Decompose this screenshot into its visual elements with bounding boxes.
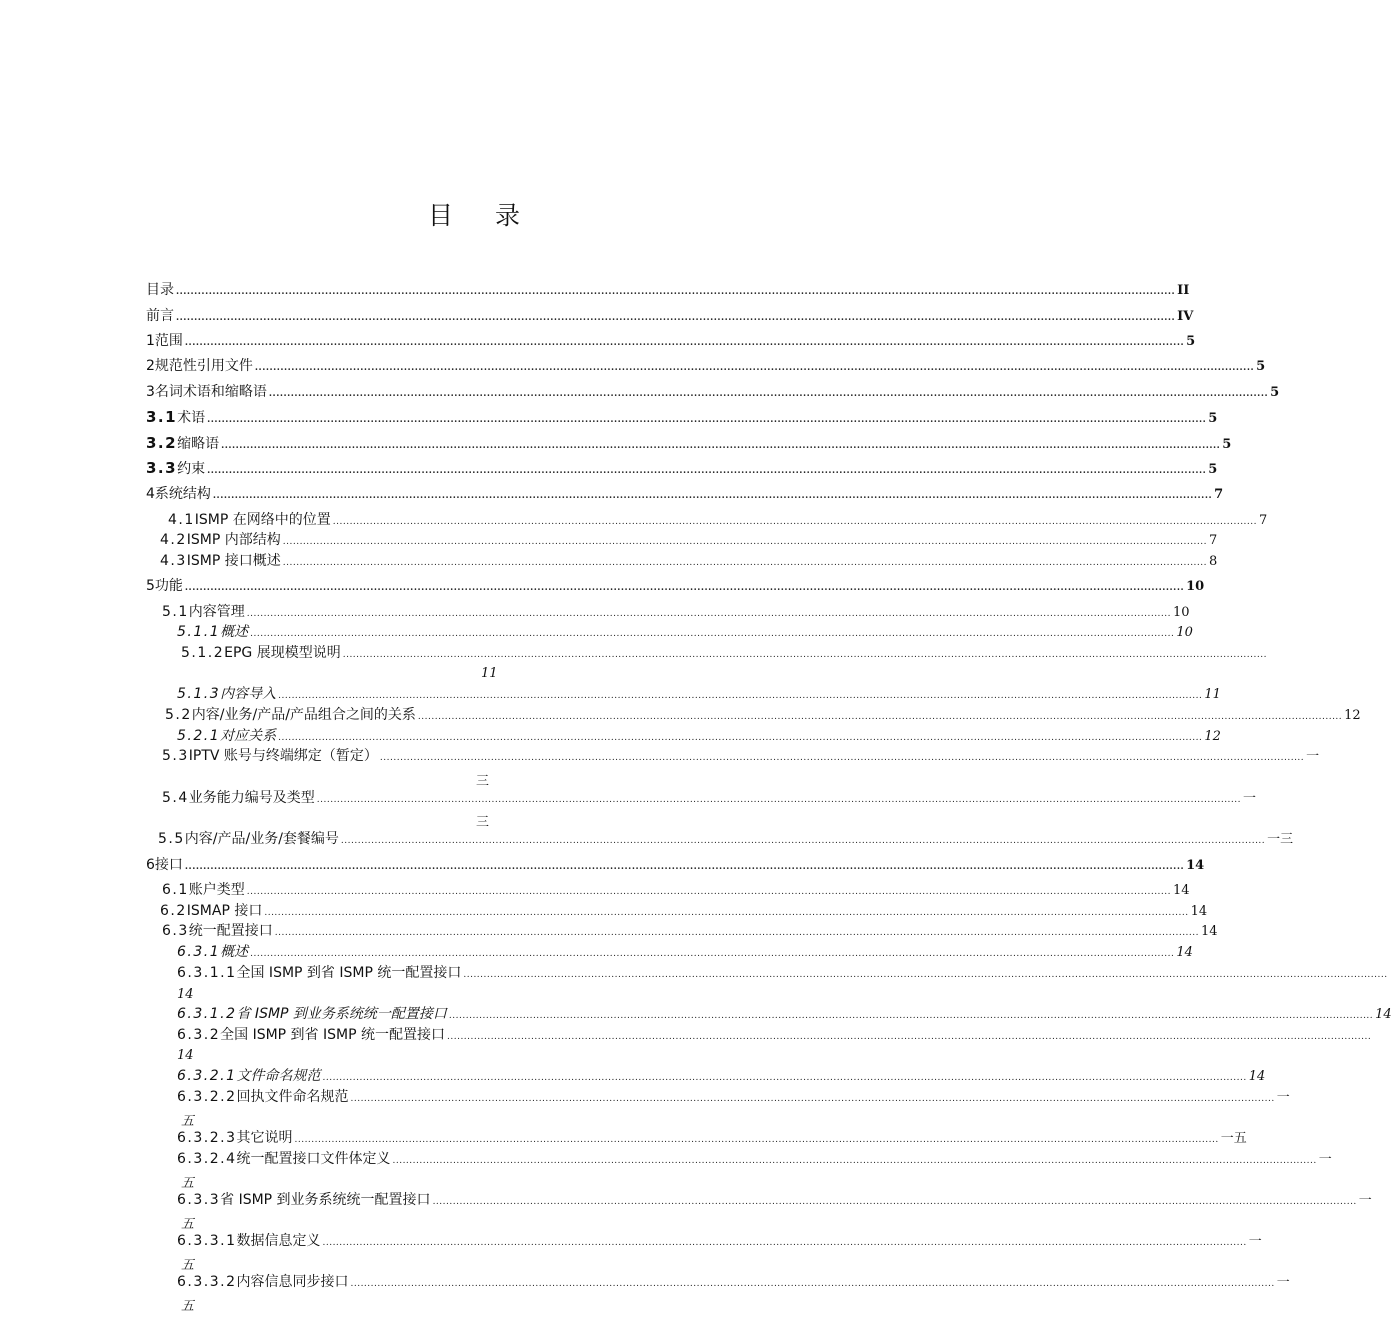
toc-entry[interactable]: [177, 1006, 1392, 1024]
toc-leader-dots: ...................................................................................................................................................................................................................................................................................: [207, 466, 1207, 476]
toc-entry[interactable]: [177, 965, 1388, 983]
toc-entry[interactable]: [146, 459, 1218, 479]
toc-entry-title: 统一配置接口: [188, 923, 273, 939]
toc-page-number: 8: [1209, 554, 1218, 569]
toc-page-number-tail: 三: [476, 774, 490, 789]
toc-leader-dots: ...................................................................................................................................................................................................................................................................................: [278, 733, 1203, 743]
toc-page-number: 5: [1256, 359, 1266, 374]
toc-entry-number: 5: [146, 578, 155, 594]
toc-entry-number: 6.1: [162, 882, 189, 898]
toc-entry-title: 其它说明: [236, 1130, 293, 1146]
toc-entry-number: 6.3.3.1: [177, 1233, 237, 1249]
toc-entry-number: 6.3.2.3: [177, 1130, 237, 1146]
toc-leader-dots: ...................................................................................................................................................................................................................................................................................: [212, 491, 1213, 501]
toc-leader-dots: ...................................................................................................................................................................................................................................................................................: [184, 583, 1185, 593]
toc-page-number: 7: [1259, 513, 1268, 528]
toc-leader-dots: ...................................................................................................................................................................................................................................................................................: [268, 389, 1269, 399]
toc-page-number: 5: [1208, 462, 1218, 477]
toc-entry-number: 6.3.2: [177, 1027, 221, 1043]
toc-entry-title: 规范性引用文件: [154, 358, 253, 374]
toc-entry[interactable]: [146, 333, 1196, 351]
toc-page-number-head: 一: [1306, 749, 1320, 764]
toc-leader-dots: ...................................................................................................................................................................................................................................................................................: [176, 287, 1176, 297]
toc-entry[interactable]: [146, 408, 1218, 428]
toc-entry-number: 6.2: [160, 903, 187, 919]
toc-leader-dots: ...................................................................................................................................................................................................................................................................................: [274, 928, 1199, 938]
toc-entry[interactable]: [162, 882, 1190, 900]
toc-entry[interactable]: [177, 1089, 1290, 1107]
toc-entry-number: 3: [146, 384, 155, 400]
toc-page-number: 14: [1176, 945, 1193, 960]
toc-entry[interactable]: [177, 1068, 1266, 1086]
toc-page-number: 5: [1208, 411, 1218, 426]
toc-entry-title: 系统结构: [154, 486, 211, 502]
toc-entry-title: 名词术语和缩略语: [154, 384, 267, 400]
toc-entry[interactable]: [162, 748, 1320, 766]
toc-entry-number: 5.2.1: [177, 728, 221, 744]
toc-page-number: 12: [1204, 729, 1221, 744]
toc-leader-dots: ...................................................................................................................................................................................................................................................................................: [246, 609, 1171, 619]
toc-entry[interactable]: [146, 434, 1232, 454]
toc-entry-title: 全国 ISMP 到省 ISMP 统一配置接口: [220, 1027, 445, 1043]
toc-page-number: 7: [1214, 487, 1224, 502]
toc-entry-number: 6: [146, 857, 155, 873]
toc-entry[interactable]: [146, 358, 1266, 376]
toc-leader-dots: ...................................................................................................................................................................................................................................................................................: [316, 795, 1241, 805]
toc-entry[interactable]: [160, 553, 1218, 571]
toc-entry-title: 账户类型: [188, 882, 245, 898]
toc-leader-dots: ...................................................................................................................................................................................................................................................................................: [264, 908, 1189, 918]
toc-entry-number: 6.3.1.1: [177, 965, 237, 981]
toc-page-number: 7: [1209, 533, 1218, 548]
toc-entry-title: 术语: [177, 410, 206, 426]
toc-leader-dots: ...................................................................................................................................................................................................................................................................................: [184, 338, 1185, 348]
toc-entry-title: 范围: [154, 333, 183, 349]
toc-entry-title: 内容导入: [220, 686, 277, 702]
toc-entry-title: ISMP 内部结构: [186, 532, 281, 548]
toc-page-number: 14: [177, 1048, 194, 1063]
toc-leader-dots: ...................................................................................................................................................................................................................................................................................: [322, 1238, 1247, 1248]
toc-entry-number: 5.1.1: [177, 624, 221, 640]
toc-page-number: 五: [181, 1114, 195, 1129]
toc-entry[interactable]: [165, 707, 1361, 725]
toc-entry-number: 6.3.3.2: [177, 1274, 237, 1290]
toc-page-number: 14: [1375, 1007, 1392, 1022]
toc-entry[interactable]: [168, 512, 1268, 530]
toc-entry[interactable]: [177, 686, 1221, 704]
toc-entry-title: ISMAP 接口: [186, 903, 263, 919]
toc-entry-title: 言: [160, 308, 174, 324]
toc-page-number: IV: [1177, 309, 1194, 324]
toc-leader-dots: ...................................................................................................................................................................................................................................................................................: [294, 1135, 1219, 1145]
toc-entry-title: 缩略语: [177, 436, 220, 452]
toc-page-number-head: 一: [1358, 1193, 1372, 1208]
toc-entry-title: 约束: [177, 461, 206, 477]
toc-entry-title: 录: [160, 282, 174, 298]
toc-page-number: 五: [181, 1217, 195, 1232]
toc-entry[interactable]: [160, 903, 1208, 921]
toc-entry-title: 对应关系: [220, 728, 277, 744]
toc-entry[interactable]: [162, 790, 1257, 808]
toc-entry[interactable]: [177, 1130, 1247, 1148]
toc-page-number-head: 一: [1318, 1152, 1332, 1167]
toc-page-number: 10: [1176, 625, 1193, 640]
toc-leader-dots: ...................................................................................................................................................................................................................................................................................: [340, 836, 1266, 846]
toc-entry-title: 业务能力编号及类型: [188, 790, 315, 806]
toc-entry-number: 目: [146, 282, 160, 298]
toc-entry-number: 6.3.1: [177, 944, 221, 960]
toc-entry-number: 5.1.2: [181, 645, 225, 661]
toc-entry-number: 6.3.2.2: [177, 1089, 237, 1105]
toc-page-number-head: 一: [1243, 791, 1257, 806]
toc-entry[interactable]: [177, 1192, 1372, 1210]
toc-entry-title: ISMP 接口概述: [186, 553, 281, 569]
toc-page-number: 5: [1222, 437, 1232, 452]
toc-entry-number: 5.5: [158, 831, 185, 847]
toc-entry-number: 3.2: [146, 434, 178, 452]
toc-leader-dots: ...................................................................................................................................................................................................................................................................................: [250, 629, 1175, 639]
toc-entry-number: 前: [146, 308, 160, 324]
toc-entry-number: 6.3.1.2: [177, 1006, 237, 1022]
toc-entry[interactable]: [177, 1233, 1262, 1251]
toc-leader-dots: ...................................................................................................................................................................................................................................................................................: [392, 1156, 1317, 1166]
toc-leader-dots: ...................................................................................................................................................................................................................................................................................: [432, 1197, 1357, 1207]
toc-entry-title: 内容/产品/业务/套餐编号: [184, 831, 339, 847]
toc-page-number-head: 一: [1248, 1234, 1262, 1249]
toc-page-number: 11: [1204, 687, 1221, 702]
toc-entry-number: 5.3: [162, 748, 189, 764]
toc-page-number: 12: [1344, 708, 1361, 723]
toc-entry-number: 4.3: [160, 553, 187, 569]
toc-leader-dots: ...................................................................................................................................................................................................................................................................................: [246, 887, 1171, 897]
toc-entry[interactable]: [181, 645, 1267, 663]
toc-entry-number: 3.3: [146, 459, 178, 477]
toc-entry-number: 5.2: [165, 707, 192, 723]
toc-leader-dots: ...................................................................................................................................................................................................................................................................................: [379, 753, 1305, 763]
toc-page-number: 10: [1186, 579, 1205, 594]
toc-page-number: 5: [1186, 334, 1196, 349]
toc-page-number-tail: 三: [476, 815, 490, 830]
toc-page-number: 五: [181, 1258, 195, 1273]
toc-entry[interactable]: [162, 604, 1190, 622]
toc-leader-dots: ...................................................................................................................................................................................................................................................................................: [254, 363, 1255, 373]
toc-entry-title: 接口: [154, 857, 183, 873]
toc-entry[interactable]: [177, 624, 1193, 642]
toc-entry-number: 6.3.2.1: [177, 1068, 237, 1084]
toc-leader-dots: ...................................................................................................................................................................................................................................................................................: [342, 650, 1267, 660]
toc-page-number: 五: [181, 1176, 195, 1191]
toc-page-number: 14: [1173, 883, 1190, 898]
toc-entry-number: 6.3.2.4: [177, 1151, 237, 1167]
toc-entry-title: 数据信息定义: [236, 1233, 321, 1249]
toc-entry[interactable]: [146, 308, 1194, 326]
toc-leader-dots: ...................................................................................................................................................................................................................................................................................: [448, 1011, 1374, 1021]
toc-entry-number: 6.3.3: [177, 1192, 221, 1208]
toc-entry-number: 2: [146, 358, 155, 374]
toc-leader-dots: ...................................................................................................................................................................................................................................................................................: [463, 970, 1388, 980]
toc-page-number: 5: [1270, 385, 1280, 400]
toc-entry[interactable]: [177, 944, 1193, 962]
toc-entry-title: 功能: [154, 578, 183, 594]
toc-page-number: II: [1177, 283, 1190, 298]
toc-page-number: 10: [1173, 605, 1190, 620]
toc-leader-dots: ...................................................................................................................................................................................................................................................................................: [350, 1279, 1275, 1289]
toc-leader-dots: ...................................................................................................................................................................................................................................................................................: [278, 691, 1203, 701]
toc-page-number-head: 一: [1276, 1275, 1290, 1290]
toc-entry-title: 回执文件命名规范: [236, 1089, 349, 1105]
toc-page-number-head: 一: [1276, 1090, 1290, 1105]
toc-entry-title: IPTV 账号与终端绑定（暂定）: [188, 748, 378, 764]
toc-entry-number: 3.1: [146, 408, 178, 426]
toc-leader-dots: ...................................................................................................................................................................................................................................................................................: [282, 537, 1207, 547]
toc-entry-title: 全国 ISMP 到省 ISMP 统一配置接口: [236, 965, 462, 981]
toc-entry[interactable]: [177, 1151, 1332, 1169]
page-title: 目 录: [427, 201, 523, 230]
toc-page-number: 14: [1190, 904, 1208, 919]
toc-entry[interactable]: [177, 728, 1221, 746]
toc-entry-title: 省 ISMP 到业务系统统一配置接口: [220, 1192, 431, 1208]
toc-entry[interactable]: [146, 384, 1280, 402]
toc-leader-dots: ...................................................................................................................................................................................................................................................................................: [282, 558, 1207, 568]
toc-entry-number: 5.4: [162, 790, 189, 806]
toc-entry[interactable]: [146, 857, 1205, 875]
toc-entry-number: 4: [146, 486, 155, 502]
toc-entry[interactable]: [162, 923, 1218, 941]
toc-leader-dots: ...................................................................................................................................................................................................................................................................................: [184, 862, 1185, 872]
toc-entry-number: 5.1.3: [177, 686, 221, 702]
toc-leader-dots: ...................................................................................................................................................................................................................................................................................: [322, 1073, 1247, 1083]
toc-entry-title: 文件命名规范: [236, 1068, 321, 1084]
toc-page-number: 11: [481, 666, 498, 681]
toc-entry-title: 概述: [220, 624, 249, 640]
toc-leader-dots: ...................................................................................................................................................................................................................................................................................: [250, 949, 1175, 959]
toc-entry-number: 4.1: [168, 512, 195, 528]
toc-entry-title: 概述: [220, 944, 249, 960]
toc-page-number: 14: [1186, 858, 1205, 873]
toc-entry-title: 内容/业务/产品/产品组合之间的关系: [191, 707, 416, 723]
toc-entry[interactable]: [146, 486, 1224, 504]
toc-entry-number: 6.3: [162, 923, 189, 939]
toc-entry[interactable]: [146, 578, 1205, 596]
toc-entry-number: 1: [146, 333, 155, 349]
toc-entry-title: 内容管理: [188, 604, 245, 620]
toc-entry[interactable]: [158, 831, 1294, 849]
toc-leader-dots: ...................................................................................................................................................................................................................................................................................: [176, 313, 1176, 323]
toc-entry-title: EPG 展现模型说明: [224, 645, 341, 661]
toc-leader-dots: ...................................................................................................................................................................................................................................................................................: [332, 517, 1257, 527]
toc-page-number: 一三: [1267, 832, 1294, 847]
toc-entry-number: 5.1: [162, 604, 189, 620]
toc-page-number: 14: [1248, 1069, 1266, 1084]
toc-page-number: 一五: [1220, 1131, 1247, 1146]
toc-entry[interactable]: [177, 1274, 1290, 1292]
toc-page-number: 14: [177, 987, 194, 1002]
toc-entry[interactable]: [177, 1027, 1372, 1045]
toc-leader-dots: ...................................................................................................................................................................................................................................................................................: [447, 1032, 1372, 1042]
toc-entry[interactable]: [160, 532, 1218, 550]
toc-entry-title: 省 ISMP 到业务系统统一配置接口: [236, 1006, 447, 1022]
toc-entry[interactable]: [146, 282, 1190, 300]
toc-entry-number: 4.2: [160, 532, 187, 548]
toc-leader-dots: ...................................................................................................................................................................................................................................................................................: [207, 415, 1207, 425]
toc-page-number: 五: [181, 1299, 195, 1314]
toc-page-number: 14: [1201, 924, 1218, 939]
toc-leader-dots: ...................................................................................................................................................................................................................................................................................: [350, 1094, 1275, 1104]
toc-entry-title: 统一配置接口文件体定义: [236, 1151, 391, 1167]
toc-leader-dots: ...................................................................................................................................................................................................................................................................................: [417, 712, 1343, 722]
toc-entry-title: 内容信息同步接口: [236, 1274, 349, 1290]
toc-entry-title: ISMP 在网络中的位置: [194, 512, 331, 528]
toc-leader-dots: ...................................................................................................................................................................................................................................................................................: [221, 441, 1221, 451]
